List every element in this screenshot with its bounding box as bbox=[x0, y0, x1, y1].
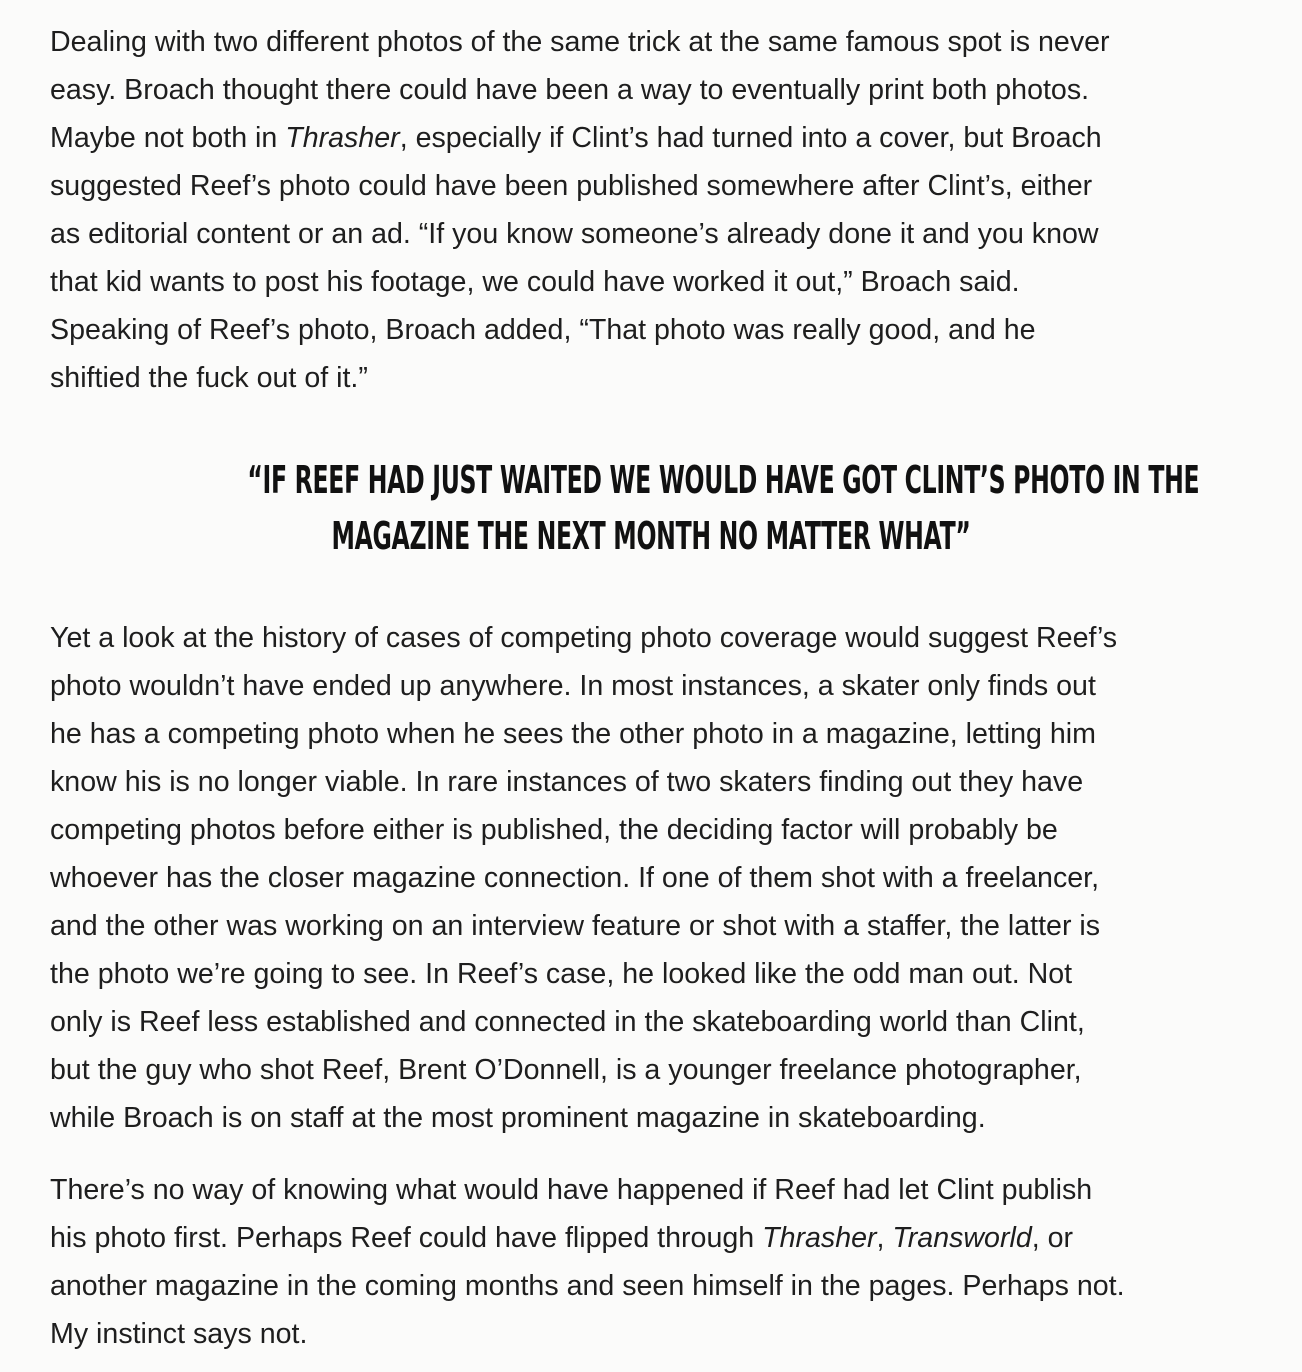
text-line: My instinct says not. bbox=[50, 1318, 308, 1350]
text-line bbox=[50, 114, 1280, 162]
pull-quote-line: “IF REEF HAD JUST WAITED WE WOULD HAVE GOT CLINT’S PHOTO IN THE bbox=[247, 458, 1200, 502]
text-line: only is Reef less established and connected in the skateboarding world than Clint, bbox=[50, 1006, 1085, 1038]
text-line: easy. Broach thought there could have been a way to eventually print both photos. bbox=[50, 74, 1090, 106]
magazine-title-italic: Thrasher bbox=[285, 122, 400, 154]
text-line: competing photos before either is published, the deciding factor will probably be bbox=[50, 814, 1058, 846]
magazine-title-italic: Thrasher bbox=[762, 1222, 877, 1254]
text-line: that kid wants to post his footage, we could have worked it out,” Broach said. bbox=[50, 266, 1020, 298]
text-line: There’s no way of knowing what would have happened if Reef had let Clint publish bbox=[50, 1174, 1093, 1206]
text-line: shiftied the fuck out of it.” bbox=[50, 362, 368, 394]
text-span: , especially if Clint’s had turned into a cover, but Broach bbox=[399, 122, 1102, 154]
paragraph-1 bbox=[50, 18, 1280, 402]
text-span: his photo first. Perhaps Reef could have flipped through bbox=[50, 1222, 763, 1254]
text-line: and the other was working on an interview feature or shot with a staffer, the latter is bbox=[50, 910, 1101, 942]
text-line: Speaking of Reef’s photo, Broach added, “That photo was really good, and he bbox=[50, 314, 1036, 346]
text-line: know his is no longer viable. In rare instances of two skaters finding out they have bbox=[50, 766, 1084, 798]
text-line: as editorial content or an ad. “If you know someone’s already done it and you know bbox=[50, 218, 1099, 250]
text-line: Yet a look at the history of cases of competing photo coverage would suggest Reef’s bbox=[50, 622, 1118, 654]
text-line: he has a competing photo when he sees the other photo in a magazine, letting him bbox=[50, 718, 1096, 750]
text-line: whoever has the closer magazine connection. If one of them shot with a freelancer, bbox=[50, 862, 1100, 894]
text-line: the photo we’re going to see. In Reef’s case, he looked like the odd man out. Not bbox=[50, 958, 1073, 990]
paragraph-2 bbox=[50, 614, 1280, 1142]
text-line: but the guy who shot Reef, Brent O’Donnell, is a younger freelance photographer, bbox=[50, 1054, 1082, 1086]
text-line: Dealing with two different photos of the same trick at the same famous spot is never bbox=[50, 26, 1110, 58]
text-line: suggested Reef’s photo could have been published somewhere after Clint’s, either bbox=[50, 170, 1093, 202]
text-span: Maybe not both in bbox=[50, 122, 286, 154]
paragraph-3 bbox=[50, 1166, 1280, 1358]
pull-quote bbox=[0, 452, 1302, 564]
magazine-title-italic: Transworld bbox=[892, 1222, 1032, 1254]
article-body bbox=[50, 18, 1280, 1358]
text-line: photo wouldn’t have ended up anywhere. In most instances, a skater only finds out bbox=[50, 670, 1096, 702]
text-line bbox=[50, 1214, 1280, 1262]
pull-quote-line: MAGAZINE THE NEXT MONTH NO MATTER WHAT” bbox=[331, 514, 971, 558]
text-line: another magazine in the coming months and seen himself in the pages. Perhaps not. bbox=[50, 1270, 1125, 1302]
text-span: , or bbox=[1031, 1222, 1074, 1254]
text-line: while Broach is on staff at the most prominent magazine in skateboarding. bbox=[50, 1102, 986, 1134]
text-span: , bbox=[876, 1222, 893, 1254]
